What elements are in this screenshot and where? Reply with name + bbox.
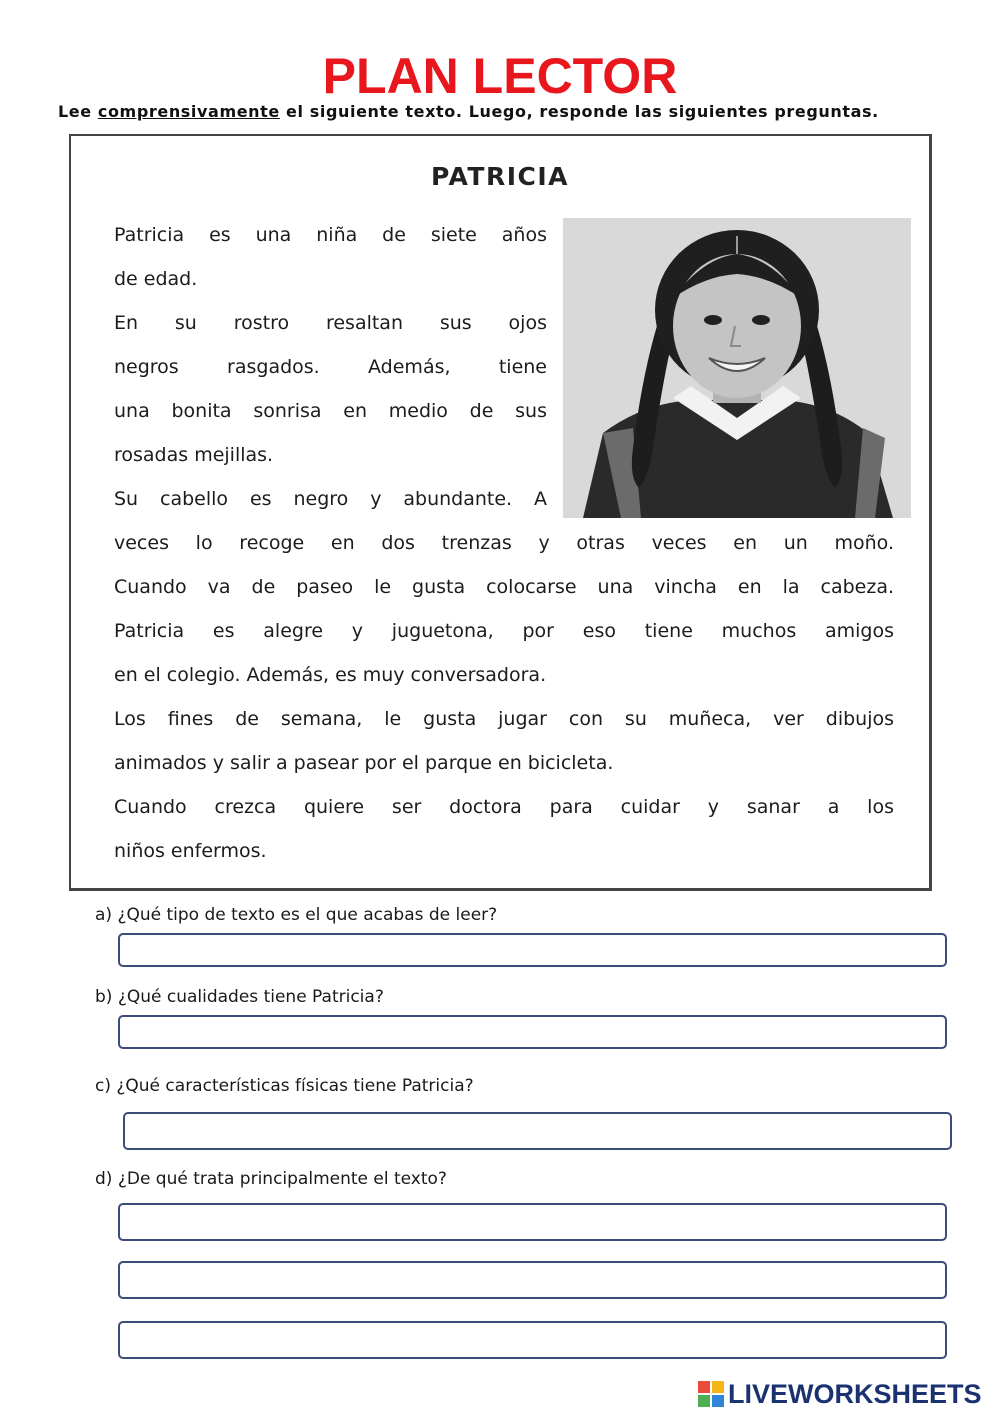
story-line: rosadas mejillas. — [114, 444, 274, 466]
story-line: Los fines de semana, le gusta jugar con su muñeca, ver dibujos — [114, 708, 894, 730]
story-title: PATRICIA — [430, 162, 570, 191]
story-line: Su cabello es negro y abundante. A — [114, 488, 547, 510]
answer-d-input-3[interactable] — [118, 1321, 947, 1359]
instructions-underlined: comprensivamente — [97, 102, 280, 121]
paragraph-wide — [114, 521, 894, 873]
story-line: animados y salir a pasear por el parque en bicicleta. — [114, 752, 614, 774]
question-c: c) ¿Qué características físicas tiene Patricia? — [95, 1076, 474, 1096]
story-line: Cuando crezca quiere ser doctora para cuidar y sanar a los — [114, 796, 894, 818]
story-line: Patricia es una niña de siete años — [114, 224, 547, 246]
story-line: una bonita sonrisa en medio de sus — [114, 400, 547, 422]
girl-photo-icon — [563, 218, 911, 518]
reading-passage-box — [69, 134, 932, 891]
story-line: veces lo recoge en dos trenzas y otras veces en un moño. — [114, 532, 894, 554]
answer-b-input[interactable] — [118, 1015, 947, 1049]
instructions-pre: Lee — [58, 102, 98, 121]
instructions-post: el siguiente texto. Luego, responde las siguientes preguntas. — [279, 102, 879, 121]
story-line: En su rostro resaltan sus ojos — [114, 312, 547, 334]
answer-d-input-2[interactable] — [118, 1261, 947, 1299]
instructions — [58, 102, 958, 121]
story-line: de edad. — [114, 268, 198, 290]
story-line: negros rasgados. Además, tiene — [114, 356, 547, 378]
answer-a-input[interactable] — [118, 933, 947, 967]
paragraph-narrow — [114, 213, 547, 521]
question-a: a) ¿Qué tipo de texto es el que acabas de leer? — [95, 905, 498, 925]
answer-c-input[interactable] — [123, 1112, 952, 1150]
story-line: en el colegio. Además, es muy conversadora. — [114, 664, 547, 686]
story-line: niños enfermos. — [114, 840, 267, 862]
brand-name: LIVEWORKSHEETS — [728, 1378, 982, 1409]
liveworksheets-logo-icon — [698, 1381, 724, 1407]
story-line: Cuando va de paseo le gusta colocarse una vincha en la cabeza. — [114, 576, 894, 598]
question-b: b) ¿Qué cualidades tiene Patricia? — [95, 987, 384, 1007]
question-d: d) ¿De qué trata principalmente el texto? — [95, 1169, 447, 1189]
page-title: PLAN LECTOR — [322, 48, 678, 104]
story-line: Patricia es alegre y juguetona, por eso tiene muchos amigos — [114, 620, 894, 642]
liveworksheets-brand[interactable] — [698, 1377, 982, 1411]
answer-d-input-1[interactable] — [118, 1203, 947, 1241]
